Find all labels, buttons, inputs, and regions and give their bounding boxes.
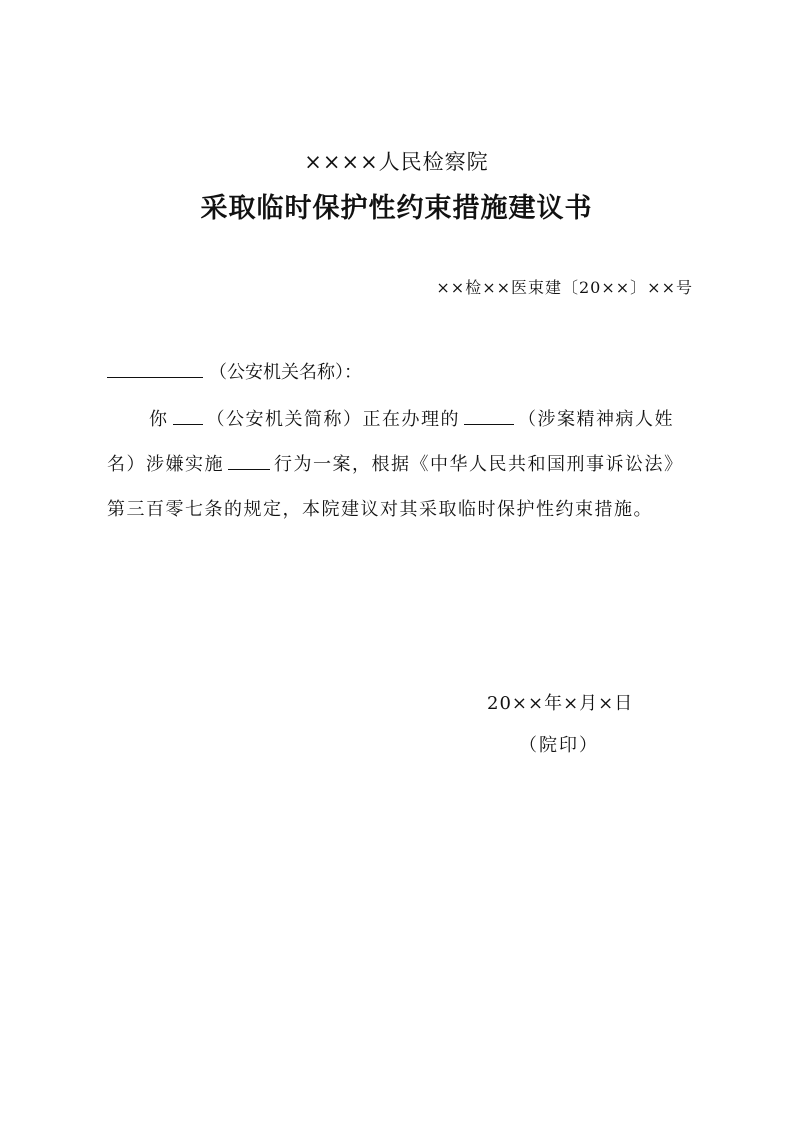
- addressee-suffix: （公安机关名称）：: [209, 362, 362, 383]
- patient-name-blank[interactable]: [464, 404, 514, 425]
- body-text-segment: 你: [149, 409, 169, 430]
- body-text-segment: 名）涉嫌实施: [107, 454, 224, 475]
- body-text-segment: 行为一案，根据《中华人民共和国刑事诉讼法》: [274, 454, 684, 475]
- document-title: 采取临时保护性约束措施建议书: [200, 193, 593, 224]
- document-number: ××检××医束建〔20××〕××号: [436, 278, 693, 297]
- body-paragraph: [107, 397, 697, 532]
- body-text-segment: （公安机关简称）正在办理的: [206, 409, 460, 430]
- body-text-segment: （涉案精神病人姓: [518, 409, 674, 430]
- offense-blank[interactable]: [228, 449, 270, 470]
- issue-date: 20××年×月×日: [487, 693, 634, 714]
- body-line-3: 第三百零七条的规定，本院建议对其采取临时保护性约束措施。: [107, 499, 653, 520]
- addressee-line: [107, 357, 362, 384]
- police-agency-name-blank[interactable]: [107, 357, 203, 378]
- body-line-2: [107, 442, 697, 487]
- agency-short-name-blank[interactable]: [173, 404, 203, 425]
- seal-placeholder: （院印）: [519, 735, 599, 756]
- procuratorate-name: ××××人民检察院: [304, 150, 489, 174]
- body-line-1: [107, 397, 697, 442]
